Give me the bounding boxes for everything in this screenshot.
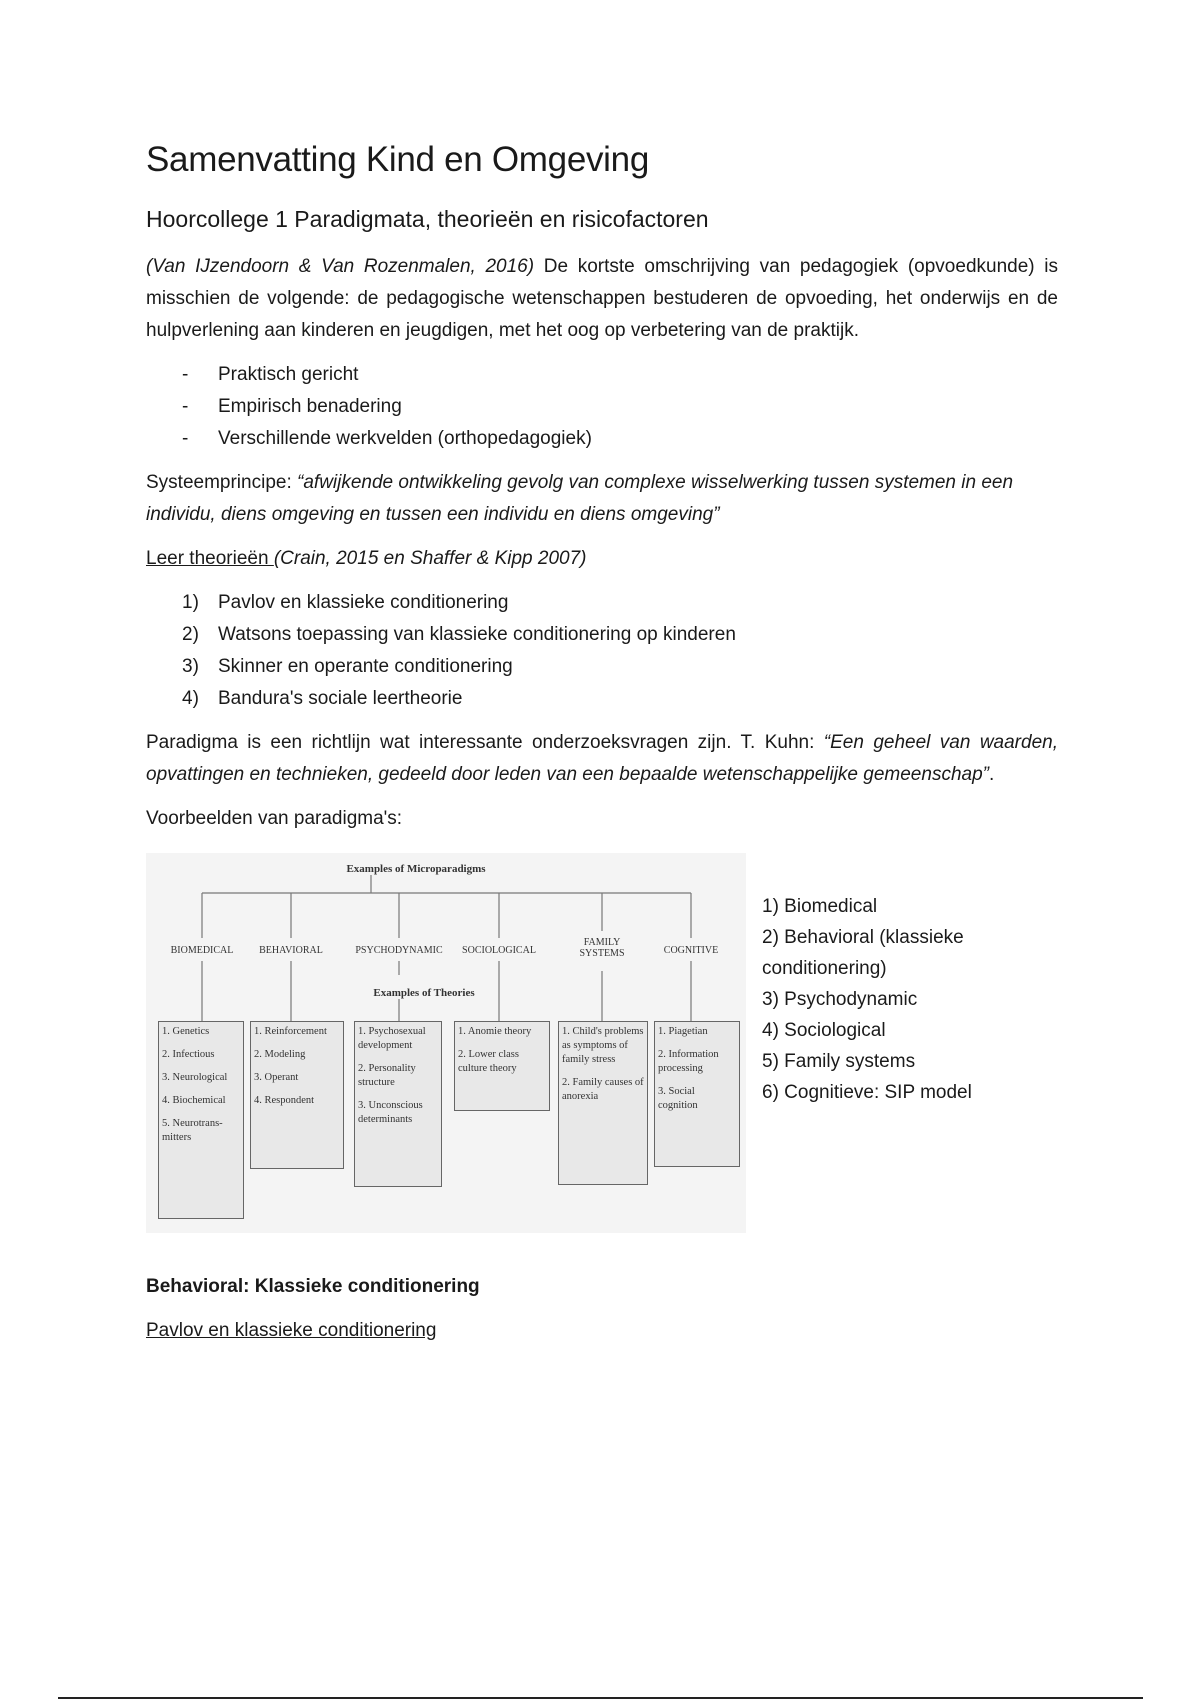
legend-item: 1) Biomedical — [762, 896, 878, 917]
microparadigms-diagram — [146, 853, 746, 1233]
category-label: BEHAVIORAL — [259, 945, 323, 956]
paradigma-paragraph: Paradigma is een richtlijn wat interessante onderzoeksvragen zijn. T. Kuhn: “Een geheel van waarden, opvattingen en technieken, gedeeld door leden van een bepaalde wetenschappelijke gemeenschap”. — [146, 732, 1058, 785]
list-item: 1) Pavlov en klassieke conditionering — [182, 592, 509, 613]
psychodynamic-box: 1. Psychosexual development 2. Personality structure 3. Unconscious determinants — [354, 1021, 442, 1187]
biomedical-box: 1. Genetics 2. Infectious 3. Neurological 4. Biochemical 5. Neurotrans-mitters — [158, 1021, 244, 1219]
lecture-heading: Hoorcollege 1 Paradigmata, theorieën en risicofactoren — [146, 206, 709, 232]
paradigm-legend — [762, 891, 1002, 1233]
category-label: FAMILY SYSTEMS — [579, 937, 625, 959]
section-subheading: Pavlov en klassieke conditionering — [146, 1320, 437, 1341]
category-label: COGNITIVE — [663, 945, 719, 956]
paradigm-figure — [146, 853, 1058, 1233]
intro-text: De kortste omschrijving van pedagogiek (opvoedkunde) is misschien de volgende: de pedagogische wetenschappen bestuderen de opvoeding, het onderwijs en de hulpverlening aan kinderen en jeugdigen, met het oog op verbetering van de praktijk. — [146, 256, 1058, 341]
legend-item: 3) Psychodynamic — [762, 989, 918, 1010]
category-label: BIOMEDICAL — [170, 945, 234, 956]
systeem-paragraph — [146, 467, 1058, 531]
list-item: 3) Skinner en operante conditionering — [182, 656, 513, 677]
page-bottom-rule — [58, 1697, 1143, 1699]
diagram-title: Examples of Microparadigms — [346, 863, 486, 875]
leer-label: Leer theorieën — [146, 548, 274, 569]
theory-list — [146, 587, 1058, 715]
legend-item: 6) Cognitieve: SIP model — [762, 1082, 972, 1103]
intro-paragraph — [146, 251, 1058, 347]
list-item: 4) Bandura's sociale leertheorie — [182, 688, 463, 709]
feature-list — [146, 359, 1058, 455]
legend-item: 4) Sociological — [762, 1020, 886, 1041]
list-item: 2) Watsons toepassing van klassieke conditionering op kinderen — [182, 624, 736, 645]
theories-label: Examples of Theories — [373, 987, 475, 999]
category-label: SOCIOLOGICAL — [462, 945, 536, 956]
intro-citation: (Van IJzendoorn & Van Rozenmalen, 2016) — [146, 256, 535, 277]
leer-heading — [146, 543, 1058, 575]
list-item: - Praktisch gericht — [182, 364, 359, 385]
list-item: - Verschillende werkvelden (orthopedagogiek) — [182, 428, 592, 449]
list-item: - Empirisch benadering — [182, 396, 402, 417]
voorbeelden-label: Voorbeelden van paradigma's: — [146, 808, 403, 829]
behavioral-box: 1. Reinforcement 2. Modeling 3. Operant 4. Respondent — [250, 1021, 344, 1169]
legend-item: 2) Behavioral (klassieke conditionering) — [762, 927, 964, 979]
sociological-box: 1. Anomie theory 2. Lower class culture theory — [454, 1021, 550, 1111]
category-label: PSYCHODYNAMIC — [355, 945, 443, 956]
leer-citation: (Crain, 2015 en Shaffer & Kipp 2007) — [273, 548, 587, 569]
document-title: Samenvatting Kind en Omgeving — [146, 140, 649, 179]
document-page — [146, 140, 1058, 1359]
family-systems-box: 1. Child's problems as symptoms of family stress 2. Family causes of anorexia — [558, 1021, 648, 1185]
cognitive-box: 1. Piagetian 2. Information processing 3. Social cognition — [654, 1021, 740, 1167]
legend-item: 5) Family systems — [762, 1051, 916, 1072]
systeem-label: Systeemprincipe: — [146, 472, 298, 493]
systeem-quote: “afwijkende ontwikkeling gevolg van complexe wisselwerking tussen systemen in een individu, diens omgeving en tussen een individu en diens omgeving” — [146, 472, 1014, 525]
section-heading: Behavioral: Klassieke conditionering — [146, 1276, 480, 1297]
